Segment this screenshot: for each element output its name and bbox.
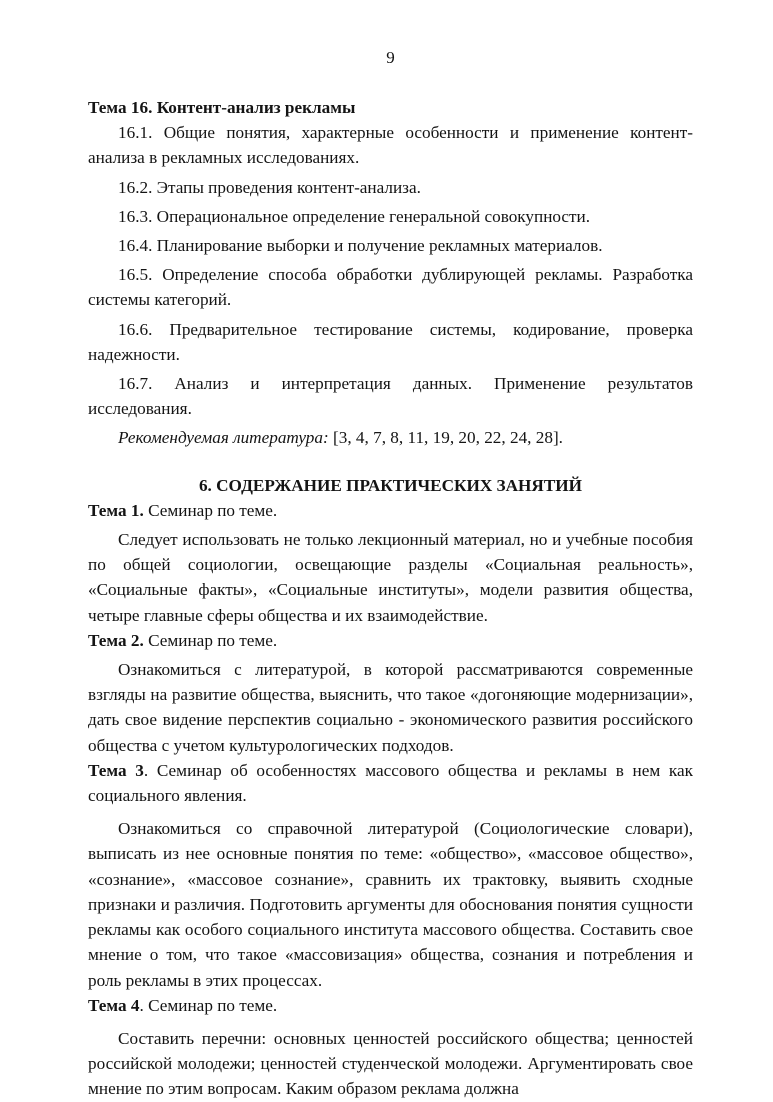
recommended-literature [88,425,693,450]
tema-3-text: Ознакомиться со справочной литературой (Социологические словари), выписать из нее основные понятия по теме: «общество», «массовое общество», «сознание», «массовое сознание», сравнить их трактовку, выявить сходные признаки и различия. Подготовить аргументы для обоснования понятия сущности рекламы как особого социального института массового общества. Составить свое мнение о том, что такое «массовизация» общества, сознания и потребления и роль рекламы в этих процессах. [88,819,693,990]
tema-4-label: Тема 4 [88,995,140,1015]
topic-16-heading [88,95,693,120]
topic-16-heading-text: Тема 16. Контент-анализ рекламы [88,98,356,117]
section-6-title: 6. СОДЕРЖАНИЕ ПРАКТИЧЕСКИХ ЗАНЯТИЙ [198,475,583,495]
tema-4-title: . Семинар по теме. [139,995,278,1015]
tema-2-text: Ознакомиться с литературой, в которой рассматриваются современные взгляды на развитие общества, выяснить, что такое «догоняющие модернизации», дать свое видение перспектив социально - экономического развития российского общества с учетом культурологических подходов. [88,660,693,755]
tema-2-title: Семинар по теме. [143,630,278,650]
tema-3-title: . Семинар об особенностях массового общества и рекламы в нем как социального явления. [88,760,693,806]
tema-4-text: Составить перечни: основных ценностей российского общества; ценностей российской молодежи; ценностей студенческой молодежи. Аргументировать свое мнение по этим вопросам. Каким образом реклама должна [88,1028,693,1099]
topic-16-item-4: 16.4. Планирование выборки и получение рекламных материалов. [118,236,603,256]
topic-16-item-6: 16.6. Предварительное тестирование системы, кодирование, проверка надежности. [88,319,693,364]
literature-refs: [3, 4, 7, 8, 11, 19, 20, 22, 24, 28]. [328,428,563,448]
tema-1-title: Семинар по теме. [143,500,278,520]
tema-1-label: Тема 1. [88,500,144,520]
topic-16-item-7: 16.7. Анализ и интерпретация данных. Применение результатов исследования. [88,374,693,419]
literature-label: Рекомендуемая литература: [118,428,329,448]
page-number: 9 [386,48,395,67]
tema-1-heading [88,498,693,523]
tema-4-heading [88,993,693,1018]
tema-3-label: Тема 3 [88,760,144,780]
topic-16-item-2: 16.2. Этапы проведения контент-анализа. [118,177,421,197]
topic-16-item-5: 16.5. Определение способа обработки дублирующей рекламы. Разработка системы категорий. [88,265,693,310]
tema-3-heading [88,758,693,808]
tema-1-text: Следует использовать не только лекционный материал, но и учебные пособия по общей социологии, освещающие разделы «Социальная реальность», «Социальные факты», «Социальные институты», модели развития общества, четыре главные сферы общества и их взаимодействие. [88,530,693,625]
topic-16-item-3: 16.3. Операциональное определение генеральной совокупности. [118,206,591,226]
tema-2-heading [88,628,693,653]
topic-16-item-1: 16.1. Общие понятия, характерные особенности и применение контент-анализа в рекламных исследованиях. [88,123,693,168]
tema-2-label: Тема 2. [88,630,144,650]
page-content [88,95,693,1102]
